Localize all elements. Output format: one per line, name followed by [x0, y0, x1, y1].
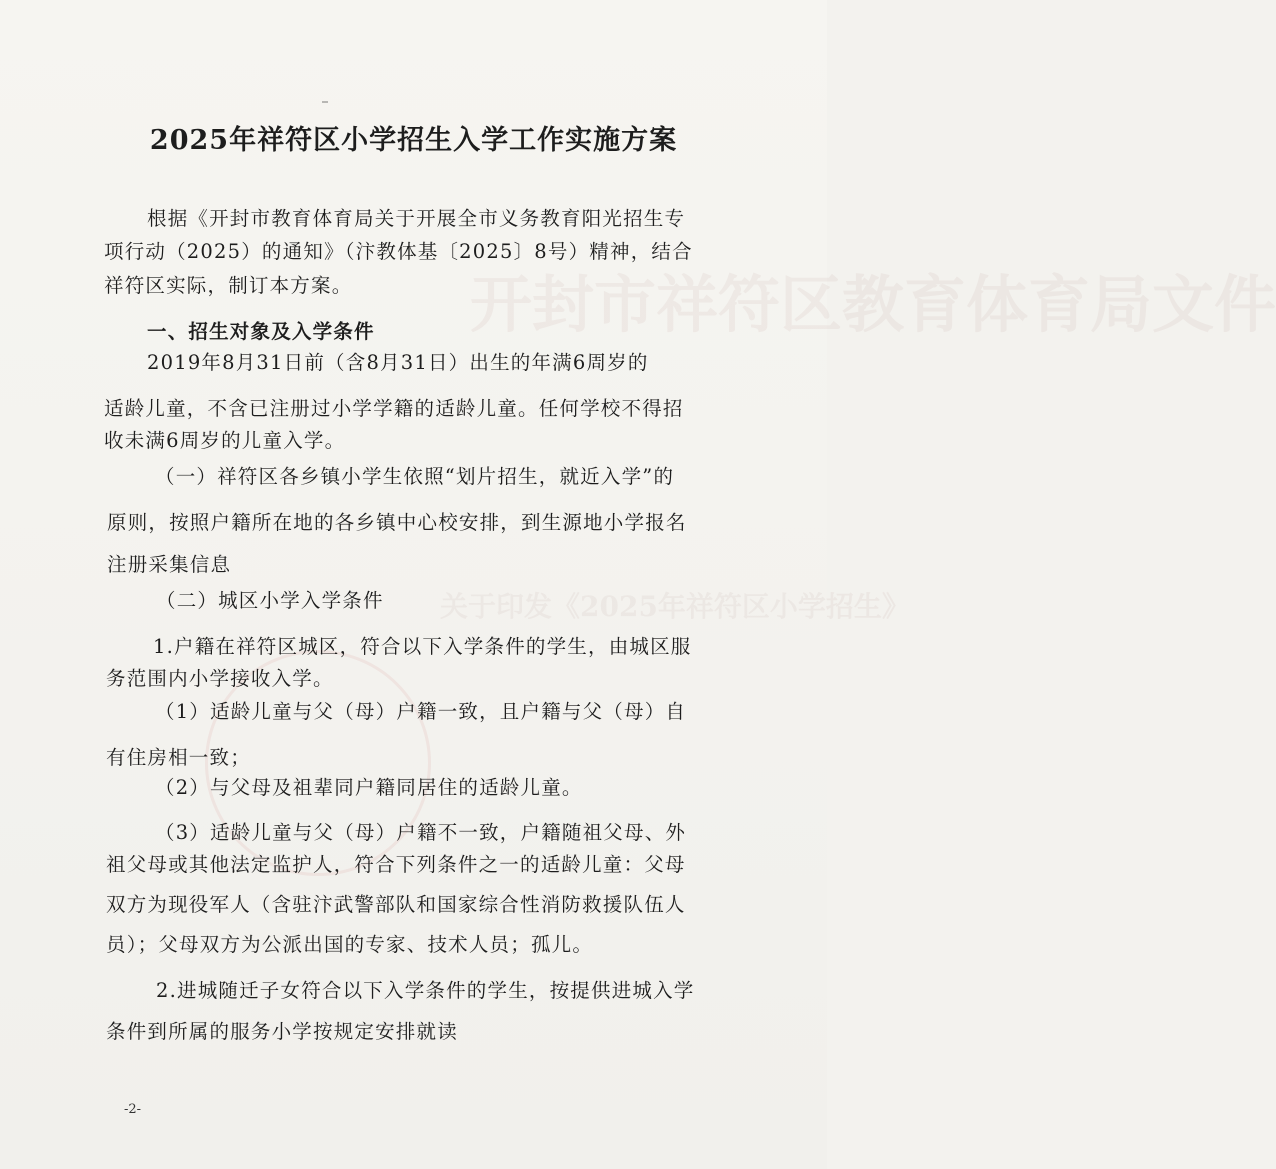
- document-title: 2025年祥符区小学招生入学工作实施方案: [149, 125, 678, 156]
- body-line: 注册采集信息: [107, 553, 232, 576]
- body-line: 收未满6周岁的儿童入学。: [104, 429, 346, 452]
- page-number: -2-: [124, 1102, 142, 1117]
- body-line: （3）适龄儿童与父（母）户籍不一致，户籍随祖父母、外: [155, 821, 687, 844]
- body-line: 根据《开封市教育体育局关于开展全市义务教育阳光招生专: [147, 207, 686, 230]
- bleed-through-text: 开封市祥符区教育体育局文件: [470, 268, 1276, 341]
- body-line: 2.进城随迁子女符合以下入学条件的学生，按提供进城入学: [156, 979, 695, 1002]
- body-line: 原则，按照户籍所在地的各乡镇中心校安排，到生源地小学报名: [107, 511, 687, 534]
- scan-mark: [322, 101, 328, 103]
- body-line: 项行动（2025）的通知》（汴教体基〔2025〕8号）精神，结合: [104, 240, 693, 263]
- body-line: 1.户籍在祥符区城区，符合以下入学条件的学生，由城区服: [153, 635, 692, 658]
- body-line: 祥符区实际，制订本方案。: [104, 274, 353, 297]
- body-line: 祖父母或其他法定监护人，符合下列条件之一的适龄儿童：父母: [106, 853, 686, 876]
- body-line: 适龄儿童，不含已注册过小学学籍的适龄儿童。任何学校不得招: [104, 397, 684, 420]
- body-line: （1）适龄儿童与父（母）户籍一致，且户籍与父（母）自: [155, 700, 687, 723]
- section-heading: 一、招生对象及入学条件: [147, 320, 375, 343]
- body-line: 员）；父母双方为公派出国的专家、技术人员；孤儿。: [106, 933, 594, 956]
- body-line: （2）与父母及祖辈同户籍同居住的适龄儿童。: [155, 776, 583, 799]
- body-line: （一）祥符区各乡镇小学生依照“划片招生，就近入学”的: [155, 465, 675, 488]
- body-line: 务范围内小学接收入学。: [106, 667, 334, 690]
- subsection-heading: （二）城区小学入学条件: [156, 589, 384, 612]
- body-line: 双方为现役军人（含驻汴武警部队和国家综合性消防救援队伍人: [106, 893, 686, 916]
- body-line: 2019年8月31日前（含8月31日）出生的年满6周岁的: [147, 351, 649, 374]
- body-line: 有住房相一致；: [106, 746, 251, 769]
- bleed-through-text: 关于印发《2025年祥符区小学招生》: [440, 590, 910, 623]
- body-line: 条件到所属的服务小学按规定安排就读: [106, 1020, 458, 1043]
